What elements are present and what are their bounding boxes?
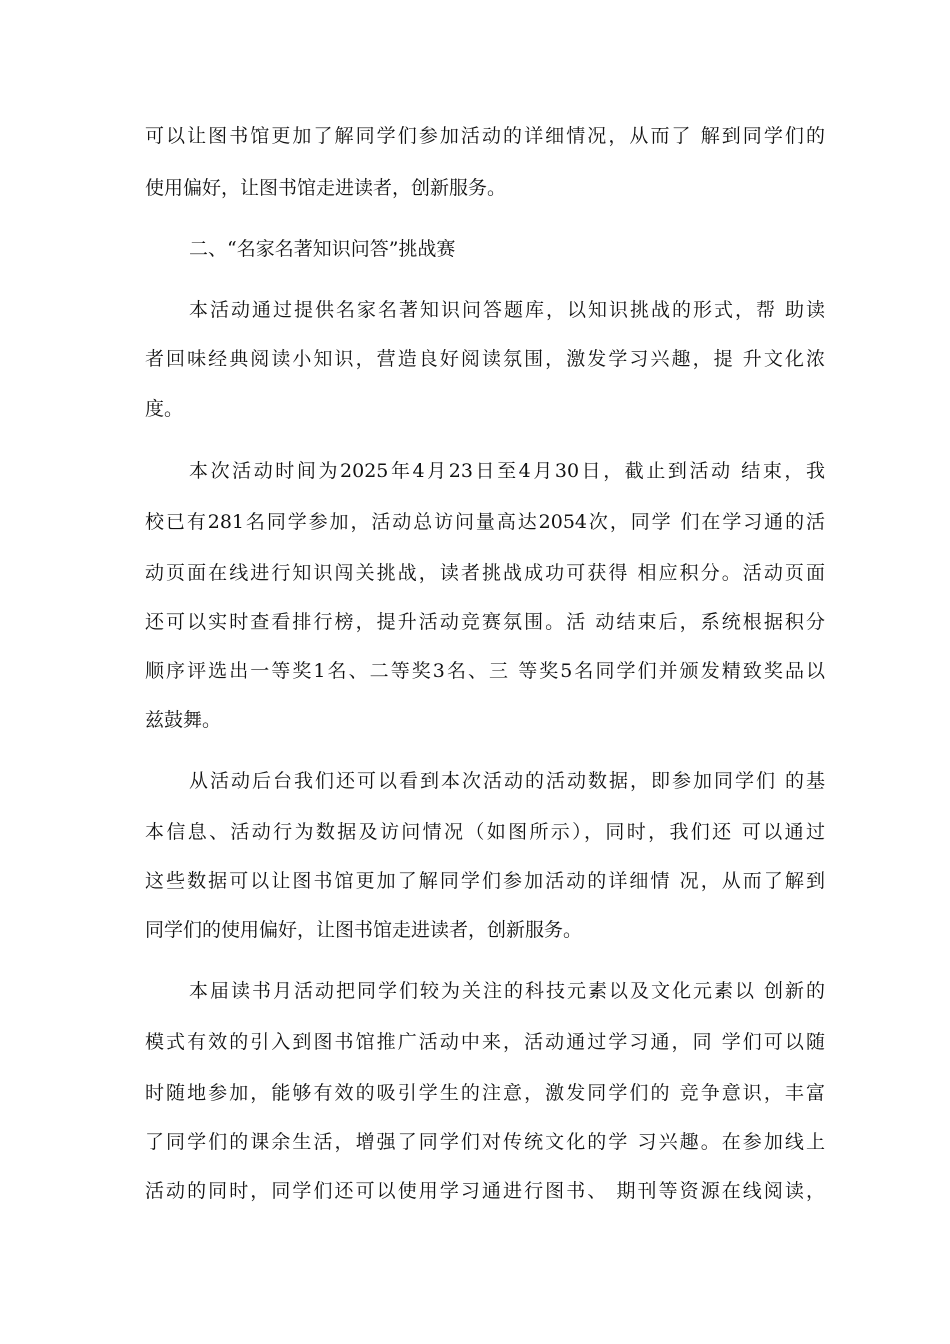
paragraph-line: 度。 [145, 398, 184, 420]
paragraph-line: 活动的同时，同学们还可以使用学习通进行图书、 期刊等资源在线阅读， [145, 1180, 825, 1202]
paragraph-line: 本次活动时间为2025年4月23日至4月30日，截止到活动 结束，我 [189, 460, 825, 482]
paragraph-line: 了同学们的课余生活，增强了同学们对传统文化的学 习兴趣。在参加线上 [145, 1131, 825, 1153]
paragraph-line: 可以让图书馆更加了解同学们参加活动的详细情况，从而了 解到同学们的 [145, 125, 825, 147]
paragraph-line: 动页面在线进行知识闯关挑战，读者挑战成功可获得 相应积分。活动页面 [145, 562, 825, 584]
paragraph-line: 同学们的使用偏好，让图书馆走进读者，创新服务。 [145, 919, 583, 941]
paragraph-line: 从活动后台我们还可以看到本次活动的活动数据，即参加同学们 的基 [189, 770, 825, 792]
paragraph-line: 本信息、活动行为数据及访问情况（如图所示），同时，我们还 可以通过 [145, 821, 825, 843]
section-heading: 二、“名家名著知识问答”挑战赛 [189, 238, 456, 260]
paragraph-line: 者回味经典阅读小知识，营造良好阅读氛围，激发学习兴趣，提 升文化浓 [145, 348, 825, 370]
paragraph-line: 这些数据可以让图书馆更加了解同学们参加活动的详细情 况，从而了解到 [145, 870, 825, 892]
paragraph-line: 还可以实时查看排行榜，提升活动竞赛氛围。活 动结束后，系统根据积分 [145, 611, 825, 633]
paragraph-line: 校已有281名同学参加，活动总访问量高达2054次，同学 们在学习通的活 [145, 511, 825, 533]
paragraph-line: 使用偏好，让图书馆走进读者，创新服务。 [145, 177, 507, 199]
paragraph-line: 顺序评选出一等奖1名、二等奖3名、三 等奖5名同学们并颁发精致奖品以 [145, 660, 825, 682]
paragraph-line: 兹鼓舞。 [145, 709, 222, 731]
paragraph-line: 本届读书月活动把同学们较为关注的科技元素以及文化元素以 创新的 [189, 980, 825, 1002]
paragraph-line: 时随地参加，能够有效的吸引学生的注意，激发同学们的 竞争意识，丰富 [145, 1082, 825, 1104]
paragraph-line: 本活动通过提供名家名著知识问答题库，以知识挑战的形式，帮 助读 [189, 299, 825, 321]
paragraph-line: 模式有效的引入到图书馆推广活动中来，活动通过学习通，同 学们可以随 [145, 1031, 825, 1053]
